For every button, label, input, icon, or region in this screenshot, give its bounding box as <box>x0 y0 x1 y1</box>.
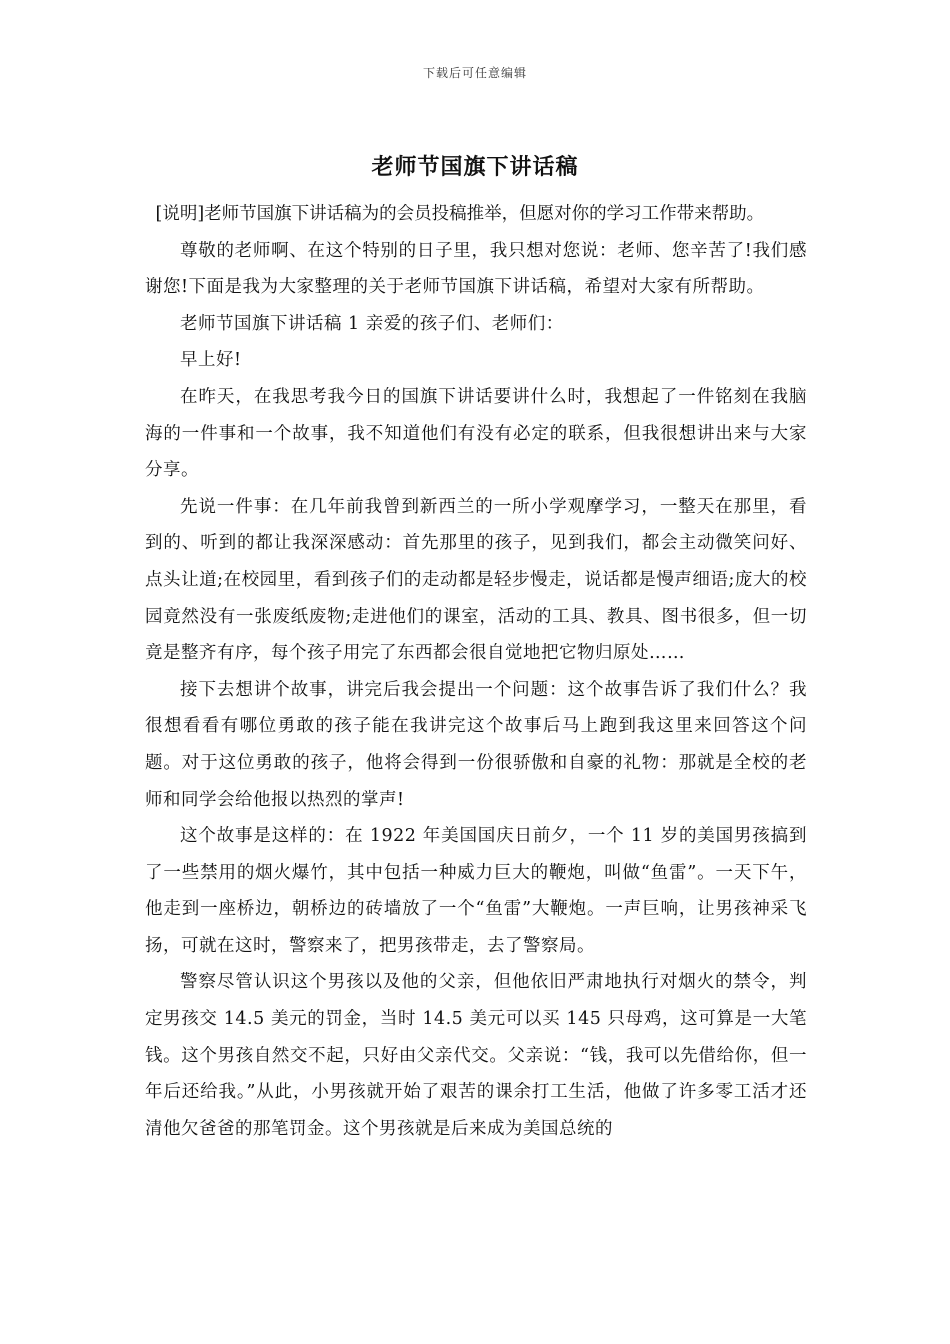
paragraph: 尊敬的老师啊、在这个特别的日子里，我只想对您说：老师、您辛苦了!我们感谢您!下面是我为大家整理的关于老师节国旗下讲话稿，希望对大家有所帮助。 <box>145 240 807 298</box>
page-header-note: 下载后可任意编辑 <box>422 66 527 80</box>
document-note: [说明]老师节国旗下讲话稿为的会员投稿推举，但愿对你的学习工作带来帮助。 <box>155 204 765 224</box>
paragraph: 老师节国旗下讲话稿 1 亲爱的孩子们、老师们： <box>180 313 564 334</box>
document-title: 老师节国旗下讲话稿 <box>371 154 579 180</box>
paragraph: 在昨天，在我思考我今日的国旗下讲话要讲什么时，我想起了一件铭刻在我脑海的一件事和一个故事，我不知道他们有没有必定的联系，但我很想讲出来与大家分享。 <box>145 386 807 481</box>
paragraph: 先说一件事：在几年前我曾到新西兰的一所小学观摩学习，一整天在那里，看到的、听到的都让我深深感动：首先那里的孩子，见到我们，都会主动微笑问好、点头让道;在校园里，看到孩子们的走动都是轻步慢走，说话都是慢声细语;庞大的校园竟然没有一张废纸废物;走进他们的课室，活动的工具、教具、图书很多，但一切竟是整齐有序，每个孩子用完了东西都会很自觉地把它物归原处…… <box>145 496 807 664</box>
paragraph: 这个故事是这样的：在 1922 年美国国庆日前夕，一个 11 岁的美国男孩搞到了一些禁用的烟火爆竹，其中包括一种威力巨大的鞭炮，叫做“鱼雷”。一天下午，他走到一座桥边，朝桥边的砖墙放了一个“鱼雷”大鞭炮。一声巨响，让男孩神采飞扬，可就在这时，警察来了，把男孩带走，去了警察局。 <box>145 826 807 956</box>
paragraph: 警察尽管认识这个男孩以及他的父亲，但他依旧严肃地执行对烟火的禁令，判定男孩交 14.5 美元的罚金，当时 14.5 美元可以买 145 只母鸡，这可算是一大笔钱。这个男孩自然交不起，只好由父亲代交。父亲说：“钱，我可以先借给你，但一年后还给我。”从此，小男孩就开始了艰苦的课余打工生活，他做了许多零工活才还清他欠爸爸的那笔罚金。这个男孩就是后来成为美国总统的 <box>145 972 807 1139</box>
paragraph: 接下去想讲个故事，讲完后我会提出一个问题：这个故事告诉了我们什么？我很想看看有哪位勇敢的孩子能在我讲完这个故事后马上跑到我这里来回答这个问题。对于这位勇敢的孩子，他将会得到一份很骄傲和自豪的礼物：那就是全校的老师和同学会给他报以热烈的掌声! <box>145 679 807 810</box>
paragraph: 早上好! <box>180 350 242 371</box>
document-body <box>145 196 807 1147</box>
